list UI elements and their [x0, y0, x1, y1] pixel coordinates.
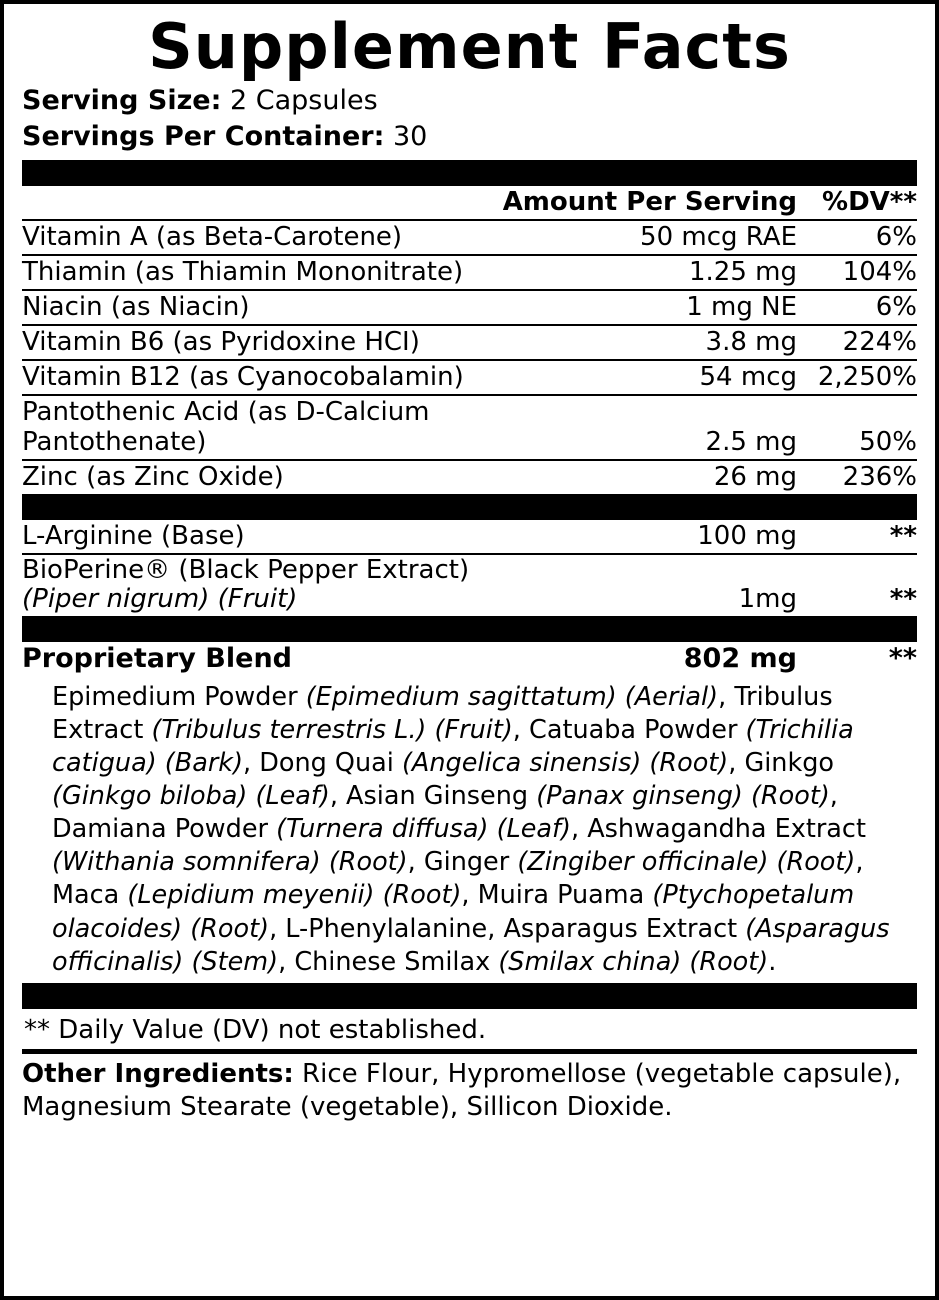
blend-header-row [22, 642, 917, 676]
nutrient-name: Vitamin A (as Beta-Carotene) [22, 220, 503, 255]
nutrient-amount: 3.8 mg [503, 325, 797, 360]
blend-dv: ** [888, 642, 917, 674]
proprietary-blend-table [22, 642, 917, 676]
active-name-latin: (Piper nigrum) (Fruit) [22, 583, 298, 614]
other-ingredients-value: Rice Flour, Hypromellose (vegetable capsule), Magnesium Stearate (vegetable), Sillicon Dioxide. [22, 1058, 902, 1123]
nutrient-dv: 50% [797, 395, 917, 460]
daily-value-note: ** Daily Value (DV) not established. [24, 1014, 487, 1045]
active-name-cell [22, 554, 656, 615]
active-dv: ** [797, 520, 917, 554]
blend-label: Proprietary Blend [22, 642, 292, 674]
nutrient-amount: 1.25 mg [503, 255, 797, 290]
nutrient-name: Thiamin (as Thiamin Mononitrate) [22, 255, 503, 290]
active-amount: 1mg [738, 583, 797, 614]
table-row [22, 290, 917, 325]
nutrient-amount: 2.5 mg [503, 395, 797, 460]
table-row [22, 520, 917, 554]
active-name: BioPerine® (Black Pepper Extract) [22, 555, 470, 586]
table-row [22, 460, 917, 494]
blend-amount: 802 mg [683, 642, 797, 674]
nutrient-table-body [22, 186, 917, 494]
active-name: L-Arginine (Base) [22, 520, 656, 554]
table-header-row [22, 186, 917, 220]
nutrient-name: Zinc (as Zinc Oxide) [22, 462, 284, 493]
nutrient-name: Vitamin B6 (as Pyridoxine HCI) [22, 325, 503, 360]
nutrient-dv: 2,250% [797, 360, 917, 395]
table-row [22, 360, 917, 395]
divider-bar-top [22, 160, 917, 186]
serving-size-line [22, 83, 917, 119]
nutrient-dv: 236% [842, 462, 917, 493]
serving-size-label: Serving Size: [22, 85, 222, 117]
nutrient-dv: 6% [797, 290, 917, 325]
table-row [22, 554, 917, 615]
other-actives-body [22, 520, 917, 615]
nutrient-name: Vitamin B12 (as Cyanocobalamin) [22, 360, 503, 395]
table-row [22, 255, 917, 290]
servings-per-container-label: Servings Per Container: [22, 120, 385, 152]
header-amount-per-serving: Amount Per Serving [503, 186, 797, 220]
nutrient-amount: 54 mcg [503, 360, 797, 395]
nutrient-amount: 26 mg [713, 462, 797, 493]
servings-per-container-line [22, 119, 917, 155]
serving-size-value: 2 Capsules [230, 85, 378, 117]
page-title: Supplement Facts [148, 10, 791, 83]
nutrient-name: Pantothenic Acid (as D-Calcium Pantothenate) [22, 395, 503, 460]
divider-bar-middle [22, 494, 917, 520]
divider-bar-blend [22, 616, 917, 642]
nutrient-table [22, 186, 917, 494]
nutrient-dv: 6% [797, 220, 917, 255]
active-amount: 100 mg [656, 520, 797, 554]
other-ingredients-line [22, 1054, 917, 1125]
nutrient-dv: 104% [797, 255, 917, 290]
nutrient-amount: 50 mcg RAE [503, 220, 797, 255]
table-row [22, 325, 917, 360]
servings-per-container-value: 30 [392, 120, 428, 152]
nutrient-name: Niacin (as Niacin) [22, 290, 503, 325]
blend-ingredients-text: Epimedium Powder (Epimedium sagittatum) (Aerial), Tribulus Extract (Tribulus terrestris L.) (Fruit), Catuaba Powder (Trichilia catigua) (Bark), Dong Quai (Angelica sinensis) (Root), Ginkgo (Ginkgo biloba) (Leaf), Asian Ginseng (Panax ginseng) (Root), Damiana Powder (Turnera diffusa) (Leaf), Ashwagandha Extract (Withania somnifera) (Root), Ginger (Zingiber officinale) (Root), Maca (Lepidium meyenii) (Root), Muira Puama (Ptychopetalum olacoides) (Root), L-Phenylalanine, Asparagus Extract (Asparagus officinalis) (Stem), Chinese Smilax (Smilax china) (Root). [52, 681, 890, 977]
active-dv: ** [889, 583, 917, 614]
nutrient-dv: 224% [797, 325, 917, 360]
other-actives-table [22, 520, 917, 615]
other-ingredients-label: Other Ingredients: [22, 1058, 294, 1089]
divider-bar-footer [22, 983, 917, 1009]
table-row [22, 220, 917, 255]
nutrient-amount: 1 mg NE [503, 290, 797, 325]
table-row [22, 395, 917, 460]
header-blank-cell [22, 186, 503, 220]
proprietary-blend-body [22, 642, 917, 676]
header-percent-dv: %DV** [797, 186, 917, 220]
